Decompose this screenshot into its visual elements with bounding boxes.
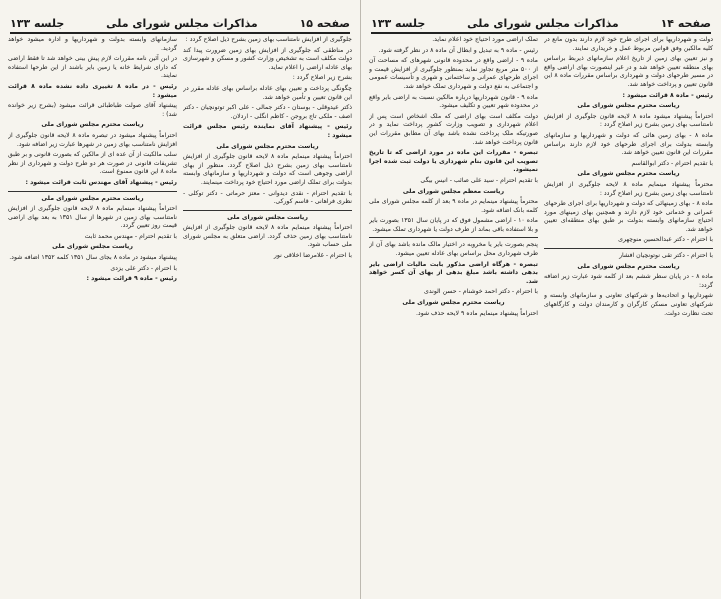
heading: ریاست محترم مجلس شورای ملی: [41, 194, 144, 202]
paragraph: جلوگیری از افزایش نامتناسب بهای زمین بشرح ذیل اصلاح گردد :: [185, 36, 352, 43]
paragraph: رئیس - پیشنهاد آقای مهندس ثابت قرائت میشود :: [25, 178, 177, 186]
divider: [544, 248, 713, 249]
running-title: مذاکرات مجلس شورای ملی: [467, 17, 619, 30]
heading: ریاست مجلس شورای ملی: [227, 213, 308, 221]
heading: ریاست محترم مجلس شورای ملی: [577, 102, 680, 110]
paragraph: رئیس - ماده ۹ قرائت میشود :: [86, 275, 177, 283]
right-page: [361, 0, 721, 599]
paragraph: با احترام - دکتر عبدالحسین منوچهری: [618, 236, 713, 244]
paragraph: سازمانهای وابسته بدولت و شهرداریها و اداره میشود خواهد گردید.: [8, 36, 177, 52]
divider: [369, 237, 538, 238]
paragraph: تملک اراضی مورد احتیاج خود اعلام نماید.: [432, 36, 538, 43]
paragraph: ماده ۸ - بهای زمینهائی که دولت و شهرداریها برای اجرای طرحهای عمرانی و خدماتی خود لازم دارند و همچنین بهای زمینهای مورد احتیاج سازمانهای وابسته بدولت بر طبق بهای منطقه‌ای تعیین خواهد شد.: [544, 200, 713, 233]
column-right: [183, 36, 352, 591]
heading: ریاست محترم مجلس شورای ملی: [41, 121, 144, 129]
heading: ریاست مجلس شورای ملی: [52, 243, 133, 251]
paragraph: دولت مکلف است بهای اراضی که ملک اشخاص است پس از اعلام شهرداری و تصویب وزارت کشور پرداخت نماید و در صورتیکه ملک پرداخت نشده باشد بهای آن مطابق مقررات این قانون پرداخت خواهد شد.: [369, 112, 538, 146]
divider: [8, 191, 177, 192]
paragraph: دولت و شهرداریها برای اجرای طرح خود لازم دارند بدون مانع در کلیه مالکین وفق قوانین مربوط عمل و خریداری نمایند.: [544, 36, 713, 52]
paragraph: سلب مالکیت از آن عده ای از مالکین که بصورت قانونی و بر طبق تشریفات قانونی در صورت هر دو طرح دولت و شهرداری از نظر ماده ۸ این قانون ممنوع است.: [8, 151, 177, 176]
paragraph: با تقدیم احترام - نقدی دیدوانی - معتز حرماتی - دکتر توکلی - نظری فراهانی - قاسم کورکی.: [183, 189, 352, 206]
paragraph: رئیس - ماده ۸ قرائت میشود :: [622, 91, 713, 99]
divider: [183, 210, 352, 211]
paragraph: با احترام - دکتر تقی نوتونچیان افشار: [619, 252, 713, 260]
paragraph: تبصره - مقررات این ماده در مورد اراضی که تا تاریخ تصویب این قانون بنام شهرداری یا دولت ثبت شده اجرا نمیشود.: [369, 149, 538, 174]
paragraph: پیشنهاد میشود در ماده ۸ بجای سال ۱۳۵۱ کلمه ۱۳۵۲ اضافه شود.: [9, 254, 177, 262]
paragraph: و نیز تعیین بهای زمین از تاریخ اعلام سازمانهای ذیربط براساس بهای منطقه تعیین خواهد شد و در غیر اینصورت بهای اراضی واقع در مسیر طرحهای دولت و شهرداری براساس مقررات ماده ۸ این قانون تعیین و پرداخت خواهد شد.: [544, 55, 713, 88]
page-header: [371, 8, 711, 34]
paragraph: ماده ۹ - اراضی واقع در محدوده قانونی شهرهای که مساحت آن از ۵۰۰ متر مربع تجاوز نماید بمنظور جلوگیری از افزایش قیمت و اجرای طرحهای عمرانی و ساختمانی و شهری و تأسیسات عمومی و اجتماعی به نفع دولت و شهرداری تملک خواهد شد.: [369, 57, 538, 90]
paragraph: رئیس - در ماده ۸ تغییری داده نشده ماده ۸ قرائت میشود :: [8, 82, 177, 99]
paragraph: با تقدیم احترام - دکتر ابوالقاسم: [631, 159, 713, 167]
paragraph: پیشنهاد آقای صولت طباطبائی قرائت میشود (بشرح زیر خوانده شد) :: [8, 102, 177, 118]
running-title: مذاکرات مجلس شورای ملی: [106, 17, 258, 30]
column-left: [8, 36, 177, 591]
paragraph: رئیس - پیشنهاد آقای نماینده رئیس مجلس قرائت میشود :: [183, 123, 352, 139]
page-number: صفحه ۱۵: [299, 17, 350, 30]
paragraph: ذکتر عیدوقلی - بوستان - دکتر جمالی - علی اکبر توتونچیان - دکتر اصف - ملکی تاج بروجن - کاظم انگلی - اردلان.: [183, 104, 352, 120]
heading: ریاست محترم مجلس شورای ملی: [577, 262, 680, 270]
paragraph: در مناطقی که جلوگیری از افزایش بهای زمین ضرورت پیدا کند دولت مکلف است به تشخیص وزارت کشور و مسکن و شهرسازی بهای عادله اراضی را اعلام نماید.: [183, 46, 352, 71]
paragraph: احتراماً پیشنهاد میشود در تبصره ماده ۸ لایحه قانون جلوگیری از افزایش نامتناسب بهای زمین در شهرها عبارت زیر اضافه شود.: [8, 131, 177, 148]
paragraph: با احترام - غلامرضا اخلاقی نور: [273, 252, 352, 260]
paragraph: محترماً پیشنهاد مینمایم ماده ۸ لایحه جلوگیری از افزایش نامتناسب بهای زمین بشرح زیر اصلاح گردد :: [544, 180, 713, 197]
paragraph: محترماً پیشنهاد مینمایم در ماده ۹ بعد از کلمه مجلس شورای ملی کلمه بانک اضافه شود.: [369, 198, 538, 214]
text-columns: [8, 36, 352, 591]
heading: ریاست محترم مجلس شورای ملی: [577, 170, 680, 178]
paragraph: ماده ۱۰ - اراضی مشمول فوق که در پایان سال ۱۳۵۱ بصورت بایر و بلا استفاده باقی بماند از طرف دولت یا شهرداری تملک میشود.: [369, 217, 538, 233]
paragraph: احتراماً پیشنهاد میشود ماده ۸ لایحه قانون جلوگیری از افزایش نامتناسب بهای زمین بشرح زیر اصلاح گردد :: [544, 112, 713, 129]
paragraph: احتراماً پیشنهاد مینمایم ماده ۹ لایحه حذف شود.: [415, 309, 538, 317]
paragraph: شهرداریها و اتحادیه‌ها و شرکتهای تعاونی و سازمانهای وابسته و شرکتهای تعاونی مسکن کارگران و کارمندان دولت و کارگاههای تحت نظارت دولت.: [544, 292, 713, 317]
paragraph: بشرح زیر اصلاح گردد :: [292, 74, 352, 82]
heading: ریاست معظم مجلس شورای ملی: [402, 187, 505, 195]
paragraph: پنجم بصورت بایر یا مخروبه در اختیار مالک مانده باشد بهای آن از طرف شهرداری محل براساس بهای عادله تعیین میشود.: [369, 241, 538, 258]
session-number: جلسه ۱۳۳: [371, 17, 426, 30]
paragraph: رئیس - ماده ۹ به تبدیل و ابطال آن ماده ۸ در نظر گرفته شود.: [378, 46, 538, 54]
page-header: [10, 8, 350, 34]
session-number: جلسه ۱۳۳: [10, 17, 65, 30]
paragraph: احتراماً پیشنهاد مینمایم ماده ۸ لایحه قانون جلوگیری از افزایش نامتناسب بهای زمین بشرح ذیل اصلاح گردد. منظور از بهای اراضی وجوهی است که دولت و شهرداریها و سازمانهای وابسته بدولت برای تملک اراضی مورد احتیاج خود پرداخت مینمایند.: [183, 153, 352, 186]
paragraph: با احترام - دکتر علی یزدی: [110, 264, 177, 272]
paragraph: چگونگی پرداخت و تعیین بهای عادله براساس بهای عادله مقرر در این قانون تعیین و تأمین خواهد شد.: [183, 84, 352, 101]
paragraph: با احترام - دکتر احمد خوشنام - حسن الوندی: [424, 288, 538, 296]
heading: ریاست محترم مجلس شورای ملی: [216, 142, 319, 150]
column-right: [544, 36, 713, 591]
text-columns: [369, 36, 713, 591]
paragraph: با تقدیم احترام - مهندس محمد ثابت: [84, 232, 177, 240]
heading: ریاست محترم مجلس شورای ملی: [402, 299, 505, 307]
paragraph: احتراماً پیشنهاد مینمایم ماده ۸ لایحه قانون جلوگیری از افزایش نامتناسب بهای زمین در شهرها از سال ۱۳۵۱ به بعد بهای اراضی قیمت روز تعیین گردد.: [8, 205, 177, 230]
paragraph: احتراماً پیشنهاد مینمایم ماده ۸ لایحه قانون جلوگیری از افزایش نامتناسب بهای زمین حذف گردد. اراضی متعلق به مجلس شورای ملی حساب شود.: [183, 224, 352, 249]
paragraph: تبصره - هرگاه اراضی مذکور بابت مالیات اراضی بایر بدهی داشته باشد مبلغ بدهی از بهای آن کسر خواهد شد.: [369, 260, 538, 285]
paragraph: ماده ۸ - بهای زمین هائی که دولت و شهرداریها و سازمانهای وابسته بدولت برای اجرای طرحهای خود لازم دارند براساس مقررات این قانون تعیین خواهد شد.: [544, 131, 713, 157]
paragraph: در این آئین نامه مقررات لازم پیش بینی خواهد شد تا فقط اراضی که دارای شرایط خانه یا زمین بایر باشند از این طرحها استفاده نمایند.: [8, 55, 177, 80]
column-left: [369, 36, 538, 591]
paragraph: ماده ۹ - قانون شهرداریها درباره مالکین نسبت به اراضی بایر واقع در محدوده شهر تعیین و تکلیف میشود.: [369, 93, 538, 110]
paragraph: ماده ۸ - در پایان سطر ششم بعد از کلمه شود عبارت زیر اضافه گردد:: [544, 273, 713, 289]
paragraph: با تقدیم احترام - سید علی صائب - انیس بیگی: [420, 176, 538, 184]
page-number: صفحه ۱۴: [660, 17, 711, 30]
